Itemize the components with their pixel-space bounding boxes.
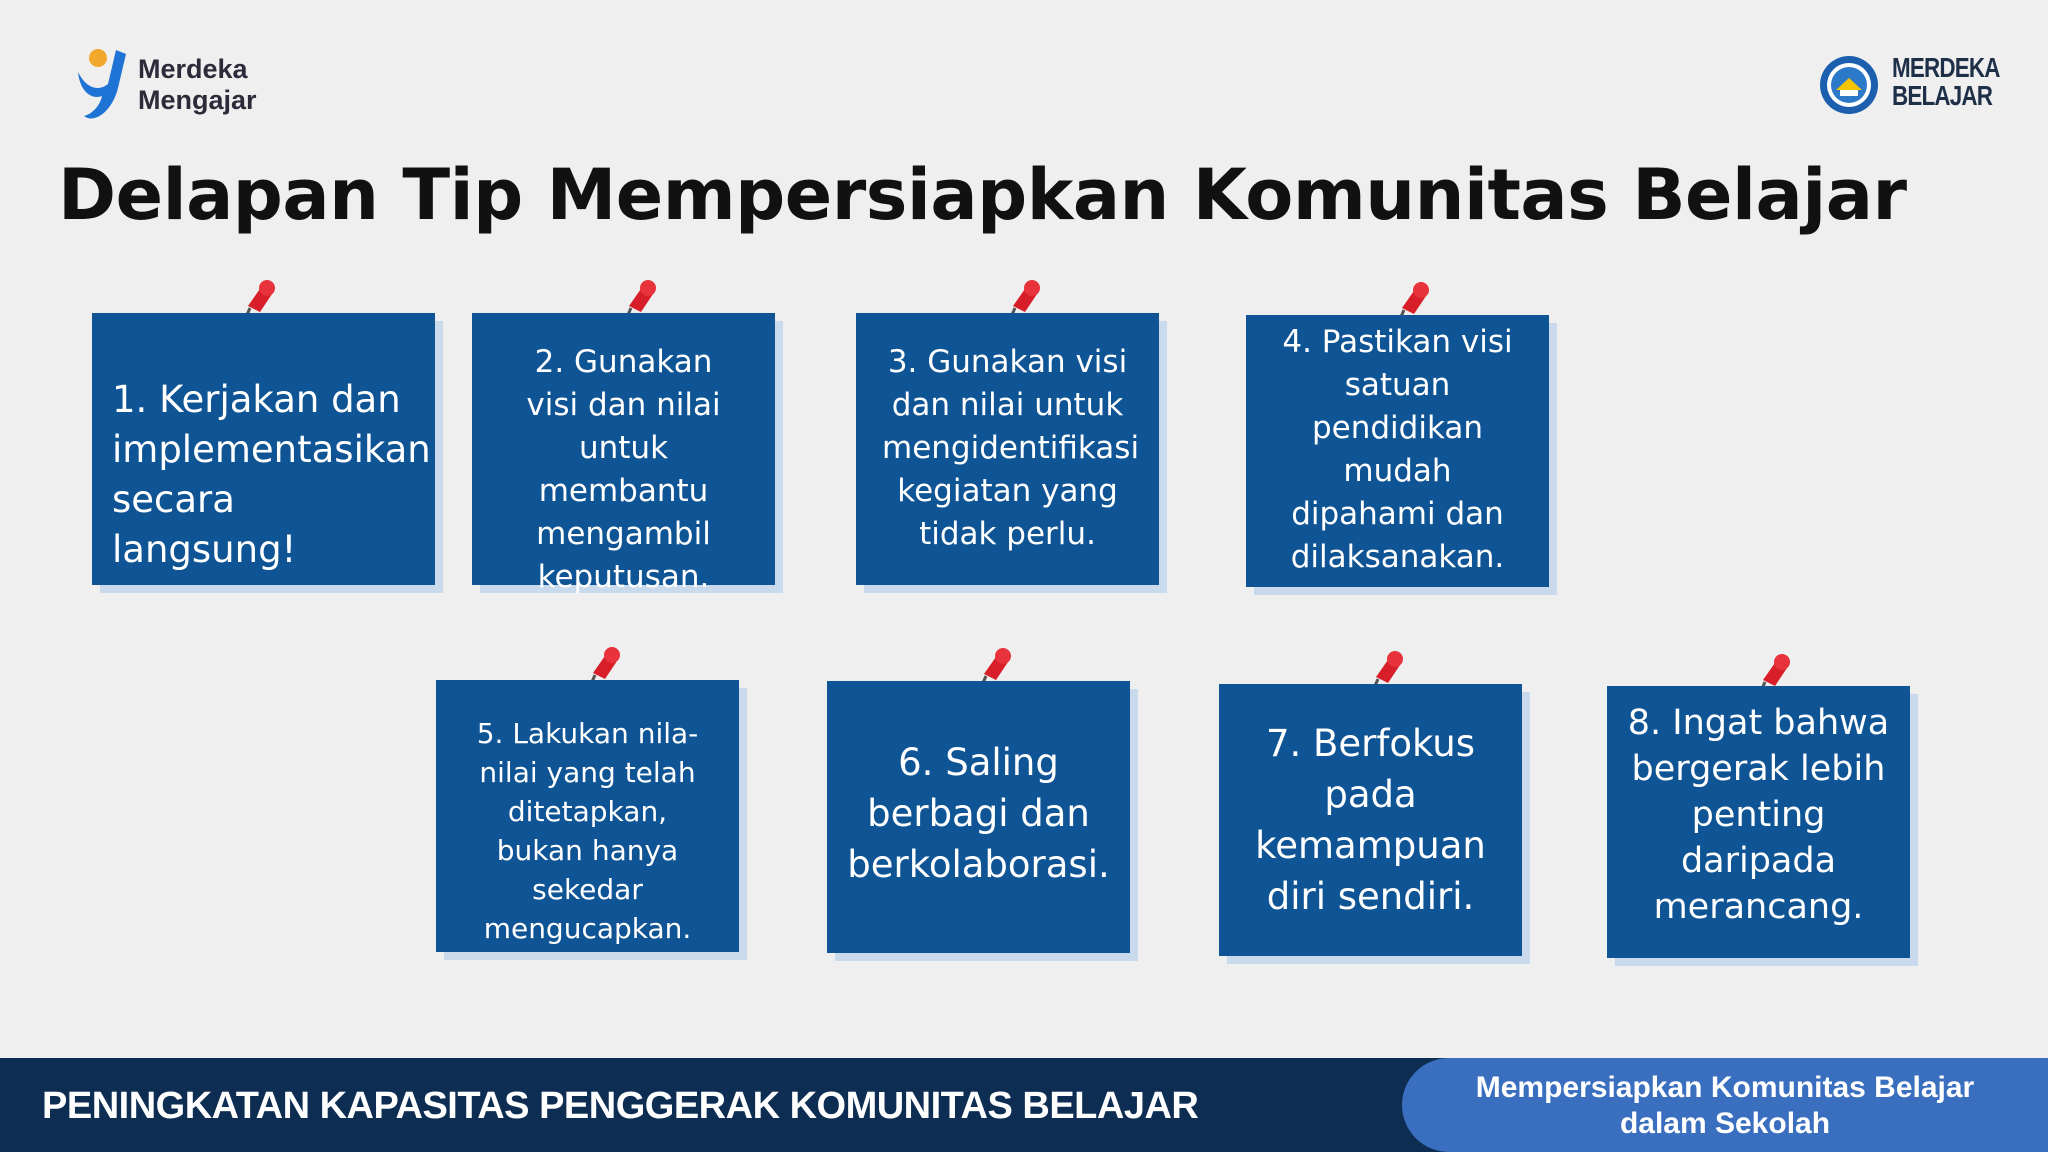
tip-card-5 bbox=[436, 680, 739, 952]
logo-line-1: Merdeka bbox=[138, 54, 248, 84]
merdeka-belajar-logo bbox=[1818, 50, 2000, 120]
tip-card-text: 5. Lakukan nila-nilai yang telah ditetapkan, bukan hanya sekedar mengucapkan. bbox=[476, 717, 699, 945]
tip-card-text: 8. Ingat bahwa bergerak lebih penting daripada merancang. bbox=[1627, 703, 1890, 927]
tip-card-text: 2. Gunakan visi dan nilai untuk membantu mengambil keputusan. bbox=[526, 344, 721, 595]
tip-card-text: 4. Pastikan visi satuan pendidikan mudah dipahami dan dilaksanakan. bbox=[1282, 324, 1513, 575]
logo-line-1: MERDEKA bbox=[1892, 52, 2000, 83]
tip-card-text: 1. Kerjakan dan implementasikan secara langsung! bbox=[112, 378, 431, 571]
footer-session-line-2: dalam Sekolah bbox=[1619, 1107, 1831, 1140]
tip-card-6 bbox=[827, 681, 1130, 953]
tip-card-2 bbox=[472, 313, 775, 595]
tip-card-text: 6. Saling berbagi dan berkolaborasi. bbox=[847, 741, 1110, 886]
tip-card-7 bbox=[1219, 684, 1522, 956]
logo-line-2: BELAJAR bbox=[1892, 80, 1993, 111]
tip-card-3 bbox=[856, 313, 1159, 585]
tip-card-text: 3. Gunakan visi dan nilai untuk mengidentifikasi kegiatan yang tidak perlu. bbox=[882, 344, 1140, 552]
merdeka-mengajar-logo bbox=[72, 44, 292, 124]
footer-program-title: PENINGKATAN KAPASITAS PENGGERAK KOMUNITAS BELAJAR bbox=[42, 1085, 1199, 1127]
tip-card-8 bbox=[1607, 686, 1910, 958]
tip-card-4 bbox=[1246, 315, 1549, 587]
page-title: Delapan Tip Mempersiapkan Komunitas Belajar bbox=[58, 154, 1907, 236]
merdeka-mengajar-logo-icon bbox=[72, 44, 132, 120]
footer-banner bbox=[0, 1058, 2048, 1152]
tut-wuri-emblem-icon bbox=[1818, 54, 1880, 116]
logo-line-2: Mengajar bbox=[138, 85, 257, 115]
tip-card-1 bbox=[92, 313, 435, 585]
footer-session-pill bbox=[1402, 1058, 2048, 1152]
tip-card-text: 7. Berfokus pada kemampuan diri sendiri. bbox=[1255, 722, 1486, 918]
footer-session-line-1: Mempersiapkan Komunitas Belajar bbox=[1475, 1071, 1975, 1104]
